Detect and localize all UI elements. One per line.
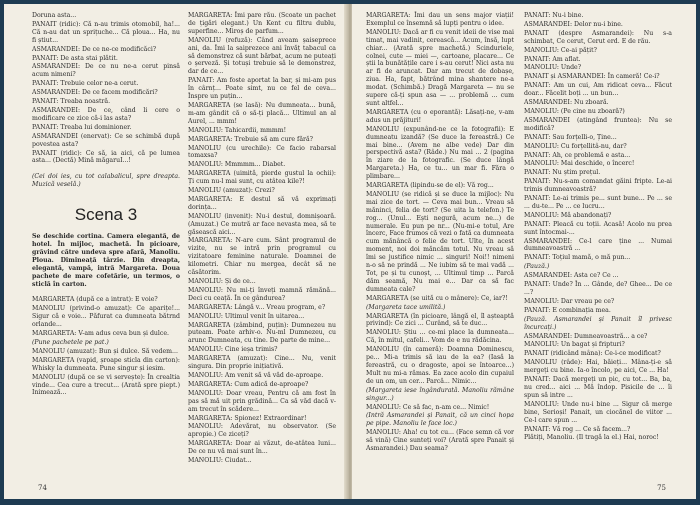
dialogue-line: MANOLIU (se ridică și se duce la mijloc): Nu mai zice de tort. — Ceva mai bun... Vreau să măninci, felia de tort? (Se uita la telefon.) Te rog... (Unul... Ești negură, acum ne...) de numerale. Eu pun pe nr... (Nu-mi-e totul, Are încerc, Face frumos că vezi o fată ca dumneata cum mănâncă o felie de tort. Ulte, în acest moment, noi doi măncăm totul. Nu vreau să îmi se justifice nimic ... singuri! Noi!! nimeni n-o să ne prindă ... Ne iubim să te mai vadă ... Tot, pe și tu cunoșt, ... Ultimul timp ... Parcă dăm seamă, Nu mai e... Dar ca să fac dumneata cale?: [366, 190, 514, 293]
dialogue-line: MANOLIU (amuzat): Bun și dulce. Să vedem...: [32, 347, 178, 355]
dialogue-line: MANOLIU: Unde nu-i bine ... Sigur că merge bine, Serioși! Panait, un ciocănel de viitor ... Ce-l care spun ...: [524, 400, 672, 424]
dialogue-line: MARGARETA (amuzat): Cine... Nu, venit singura. Din proprie inițiativă.: [188, 355, 336, 371]
dialogue-line: PANAIT: Nu-s-am comandat găini fripte. Le-ai trimis dumneavoastră?: [524, 178, 672, 194]
dialogue-line: ASMARANDEI (enervat): Ce se schimbă după povestea asta?: [32, 132, 180, 148]
dialogue-line: MANOLIU (privind-o amuzat): Ce aparițe!... Sigur că e voie... Păfurat ca dumneata bătrnd orlande...: [32, 305, 180, 329]
dialogue-line: PANAIT: Am un cui, Am ridicat ceva... Făcut doar... Făcelit boți ... un bun...: [524, 82, 672, 98]
dialogue-line: MANOLIU: Un bagat și fripturi?: [524, 341, 625, 349]
dialogue-line: ASMARANDEI: De ce, când li cere o modificare ce zice că-i las asta?: [32, 106, 180, 122]
dialogue-line: PANAIT: Treaba noastră.: [32, 98, 111, 106]
dialogue-line: ASMARANDEI: Dumneavoastră... a ce?: [524, 332, 648, 340]
dialogue-line: MARGARETA (cu o eporantă): Lăsați-ne, v-am adus un prăjituri!: [366, 108, 514, 124]
dialogue-line: MARGARETA: Spionez! Extraordinar!: [188, 414, 307, 422]
right-page-column-1: [366, 12, 514, 453]
dialogue-line: PANAIT: Pleacă cu toții. Acasă! Acolo nu prea sunt întocmai-...: [524, 220, 672, 236]
dialogue-line: MANOLIU: Ce să fac, n-am ce... Nimic!: [366, 403, 490, 411]
dialogue-line: PANAIT și ASMARANDEI: În cameră! Ce-i?: [524, 73, 660, 81]
dialogue-line: MANOLIU: Dar vreau pe ce?: [524, 297, 615, 305]
right-page-column-2: [524, 12, 672, 442]
dialogue-line: PANAIT: Treaba lui dominioner.: [32, 123, 132, 131]
dialogue-line: MARGARETA (se uită cu o mânere): Ce, iar?!: [366, 294, 508, 302]
dialogue-line: MANOLIU: Mă abandonați?: [524, 211, 612, 219]
dialogue-line: ASMARANDEI: De ce nu ne-a cerut pinsă acum nimeni?: [32, 63, 180, 79]
left-page: [4, 4, 348, 499]
dialogue-line: MANOLIU: Ciudat...: [188, 457, 252, 465]
dialogue-line: MANOLIU (invenit): Nu-i destul, domnișoară. (Amuzat.) Ce mutră ar face nevasta mea, să te găsească aici...: [188, 212, 336, 236]
dialogue-line: MANOLIU (refuză): Când aveam șaiseprece ani, da. Îmi la saiprezece ani învăț tabacul ca să demonstrez că sunt bărbat, acum ne puteați o șerveză. Și totuși trebuie să le demonstrez, dar de ce...: [188, 36, 336, 76]
dialogue-line: PANAIT (ridicând mâna): Ce-i-ce modificat?: [524, 350, 661, 358]
dialogue-line: PANAIT: Dacă mergeți un pic, cu tot... Ba, ba, nu cred... aici ... Mă îndop. Pisicile de ... îi spun să intre ...: [524, 376, 672, 399]
dialogue-line: PANAIT: Trebuie celor ne-a cerut.: [32, 80, 139, 88]
dialogue-line: PANAIT (ridic): Că n-au trimis otomobil, ha!... Că n-au dat un sprițuche... Că ploua... Ha, nu fi știut...: [32, 20, 180, 44]
dialogue-line: PANAIT: Vă rog ... Ce să facem...?: [524, 425, 631, 433]
dialogue-line: MANOLIU: Și de ce...: [188, 278, 256, 285]
dialogue-line: (Pauză. Asmarandei și Panait îl privesc încurcați.): [524, 315, 672, 331]
right-col1-dialogue: [366, 12, 514, 453]
page-number-left: 74: [38, 484, 47, 493]
dialogue-line: MANOLIU: Dacă ar fi cu venit ideii de vise mai timat, mai vadinit, cerească... Acum, însă, lupt chiar... (Arată spre machetă.) Scinduriele, colnei, cute — miei —, cartoane, placare... Ce știi la bunătățile care i s-au cerut! Nici asta nu ar fi de aruncat. Dar am trecut de dobașe, ziua. Ha, fapt, bătrând mina shantere ne-a modat. (Schimbă.) Dragă Margareta — nu se supere că-ți spun asa — ... problemă ... cum sunt altfel...: [366, 28, 514, 107]
dialogue-line: ASMARANDEI: De ce ne-ce modificăci?: [32, 45, 157, 53]
dialogue-line: MANOLIU: Nu mi-ți înveți mamnă rămănă... Deci cu ceață. În ce gândurea?: [188, 286, 336, 302]
dialogue-line: MANOLIU: Tahicardii, mmmm!: [188, 126, 287, 134]
dialogue-line: ASMARANDEI: Ce-l care ține ... Numai dumneavoastră ...: [524, 237, 672, 253]
dialogue-line: MARGARETA (vapid, șroape sticla din carton): Whisky la dumneata. Pune singur și iesim.: [32, 356, 180, 372]
dialogue-line: MANOLIU: Cu forțellitâ-nu, dar?: [524, 142, 627, 150]
dialogue-line: MANOLIU: Mmmmm... Diabet.: [188, 161, 286, 169]
dialogue-line: MANOLIU: Aha! cu tot cu... (Face semn că vor să vină) Cine sunteți voi? (Arată spre Panait și Asmarandei.) Dau seama?: [366, 429, 514, 453]
dialogue-line: Plătiți, Manoliu. (Il tragă la el.) Hai, noroc!: [524, 434, 659, 442]
dialogue-line: MARGARETA: Doar ai văzut, de-atâtea luni... De ce nu vă mai sunt în...: [188, 440, 336, 456]
left-page-column-2: [188, 12, 336, 465]
dialogue-line: MANOLIU (expunând-ne ce la fotografii): E dumneatu izandă? (Se duce la fereastră.) Ce mai bine... (Avem ne albe vede) Dar din perspectivă asta? (Râde.) Nu mai ... 2 (pagina în ziare de la fotografic. (Se duce lângă Margareta.) Ha, ce tu... un mar fi. Făra o plimbare...: [366, 125, 514, 181]
dialogue-line: MARGARETA: Cum adică de-aproape?: [188, 380, 309, 388]
dialogue-line: MANOLIU: Unde?: [524, 64, 582, 72]
dialogue-line: PANAIT: Am foste aportat la bar, și mi-am pus în cârnț... Poate simt, nu ce fel de ceva... Înspre un puțin...: [188, 77, 336, 101]
dialogue-line: MANOLIU (în cameră): Doamna Dominescu, pe... Mi-a trimis să iau de la ea? (Iasă la fereastră, cu o dragoste, apoi se întoarce...) Mult nu mi-a rămas. Ea zace acolo din cupaiul de un om, un cer... Parcă... Nimic...: [366, 346, 514, 385]
dialogue-line: MARGARETA: V-am adus ceva bun și dulce.: [32, 330, 169, 338]
dialogue-line: MARGARETA (zâmbind, puțin): Dumnezeu nu puteam. Poate arhiv-o. Nu-ml Dumnezeu, cu arunc Dumneata, cu tine. De parte de mine...: [188, 321, 336, 345]
dialogue-line: MARGARETA: Îmi dau un sens major viații! Exemplul ce însemnă să lupți pentru o idee.: [366, 12, 514, 27]
dialogue-line: MARGARETA: Lângă v... Vreau program, e?: [188, 303, 326, 311]
dialogue-line: MANOLIU: Cine ieșa trimis?: [188, 346, 278, 354]
dialogue-line: MANOLIU (după ce se vi servește): În crealtia vinde... Cea cure a trecut... (Arată spre piept.) Inimează...: [32, 373, 180, 397]
dialogue-line: MANOLIU: Ce-ai pățit?: [524, 46, 597, 54]
dialogue-line: MARGARETA: Îmi pare rău. (Scoate un pachet de țigări elegant.) Un Kent cu filtru dublu, superfine... Miroș de parfum...: [188, 12, 336, 35]
dialogue-line: PANAIT: E combinația mea.: [524, 306, 611, 314]
dialogue-line: MANOLIU: Ultimul venit în uitarea...: [188, 312, 305, 320]
dialogue-line: MARGARETA (în picioare, lângă el, îl așteaptă privind): Ce zici ... Curând, să te duc...: [366, 312, 514, 328]
dialogue-line: MANOLIU: Am venit să vă văd de-aproape.: [188, 371, 324, 379]
dialogue-line: PANAIT (despre Asmarandei): Nu s-a schimbat, Ce cerut, Cerut erd. E de rău.: [524, 29, 672, 45]
dialogue-line: MANOLIU: Doar vreau, Pentru că am fost în pas să mă uit prin grădină... Ca să văd dacă v-am trecut în scădere...: [188, 389, 336, 413]
dialogue-line: (Pune pachetele pe pat.): [32, 339, 109, 346]
left-col1-bottom-dialogue: [32, 296, 180, 397]
dialogue-line: ASMARANDEI (atingând fruntea): Nu se modifică?: [524, 116, 672, 132]
dialogue-line: PANAIT: Toțiul mamă, o mă pun...: [524, 254, 631, 262]
dialogue-line: ASMARANDEI: Nu zboară.: [524, 99, 609, 107]
dialogue-line: PANAIT: Am aflat.: [524, 55, 581, 63]
dialogue-line: MANOLIU: Știu ... ce-mi place la dumneata... Că, în mitul, cafeli... Vom de e nu rădăcina.: [366, 329, 514, 345]
left-page-column-1: [32, 12, 180, 397]
dialogue-line: Doruna asta...: [32, 12, 77, 19]
dialogue-line: PANAIT: Nu știm prețul.: [524, 169, 601, 177]
dialogue-line: MARGARETA (după ce a intrat): E voie?: [32, 296, 158, 304]
dialogue-line: PANAIT: Ah, ce problemă e asta...: [524, 151, 631, 159]
dialogue-line: MARGARETA (lipindu-se de el): Vă rog...: [366, 182, 494, 190]
stage-direction: (Cei doi ies, cu tot calabalicul, spre dreapta. Muzică veselă.): [32, 173, 180, 189]
dialogue-line: PANAIT: Unde? În ... Gânde, de? Ghee... De ce ...?: [524, 281, 672, 296]
dialogue-line: PANAIT: Sau forțelli-o, Ține...: [524, 133, 617, 141]
scene-description: Se deschide cortina. Camera elegantă, de hotel. În mijloc, machetă. În picioare, grăvind către undeva spre afară, Manoliu. Ploua. Dimineață târzie. Din dreapta, elegantă, vampă, intră Margareta. Doua pachete de mare cofetărie, un termos, o sticlă în carton.: [32, 233, 180, 288]
dialogue-line: ASMARANDEI: De ce facem modificări?: [32, 89, 158, 97]
dialogue-line: MANOLIU (cu urechile): Ce facio rabarsal tomaxsa?: [188, 144, 336, 160]
dialogue-line: MANOLIU (amuzat): Crezi?: [188, 187, 275, 195]
dialogue-line: MARGARETA: E destul să vă exprimați dorința...: [188, 195, 336, 211]
dialogue-line: (Intră Asmarandei și Panait, că un cinci hopa pe pipe. Manoliu le face loc.): [366, 412, 514, 428]
dialogue-line: MANOLIU: Adevărat, nu observator. (Se apropie.) Ce ziceți?: [188, 423, 336, 439]
dialogue-line: PANAIT: De asta stai plătit.: [32, 54, 118, 62]
dialogue-line: MANOLIU: Mai deschide, o încerc!: [524, 160, 635, 168]
page-number-right: 75: [657, 484, 666, 493]
right-page: [352, 4, 696, 499]
dialogue-line: PANAIT (ridic): Ce să, ia aici, că pe lumea asta... (Dectă) Mină măgaruI...!: [32, 149, 180, 165]
left-col1-top-dialogue: [32, 12, 180, 165]
dialogue-line: PANAIT: Le-ai trimis pe... sunt bune... Pe ... se ... du-te... Pe ... ce lucru...: [524, 195, 672, 210]
dialogue-line: ASMARANDEI: Asta ce? Ce ...: [524, 272, 619, 280]
dialogue-line: (Margareta iese îngândurată. Manoliu rămâne singur...): [366, 386, 514, 402]
dialogue-line: MARGARETA (se lasă): Nu dumneata... bună, m-am gândit că o să-ți placă... Ultimul an al Aurel, ... mmm!: [188, 101, 336, 125]
dialogue-line: MARGARETA: N-are cum. Sânt programul de vizite, nu se intră prin programul cu vizitatoare feminine naturale. Doamnei de kilometri. Chiar nu mergea, decât să ne căsătorim.: [188, 237, 336, 277]
dialogue-line: MARGARETA: Trebuie să am cure fără?: [188, 135, 313, 143]
dialogue-line: MARGARETA (uimită, pierde gustul la ochii): Ți cum nu-l mai sunt, cu atâtea kile?!: [188, 170, 336, 186]
right-col2-dialogue: [524, 12, 672, 442]
dialogue-line: PANAIT: Nu-i bine.: [524, 12, 584, 19]
dialogue-line: MANOLIU (râde): Hai, băieți... Mâna-ți-e să mergeți cu bine. Ia-o încolo, pe aici, Ce ... Ha!: [524, 359, 672, 375]
dialogue-line: (Pauză.): [524, 263, 550, 271]
dialogue-line: ASMARANDEI: Delor nu-i bine.: [524, 20, 623, 28]
dialogue-line: MANOLIU: (Pe cine nu zboară?): [524, 107, 625, 115]
scene-title: Scena 3: [74, 205, 138, 225]
dialogue-line: (Margareta tace umilită.): [366, 303, 446, 311]
left-col2-dialogue: [188, 12, 336, 465]
